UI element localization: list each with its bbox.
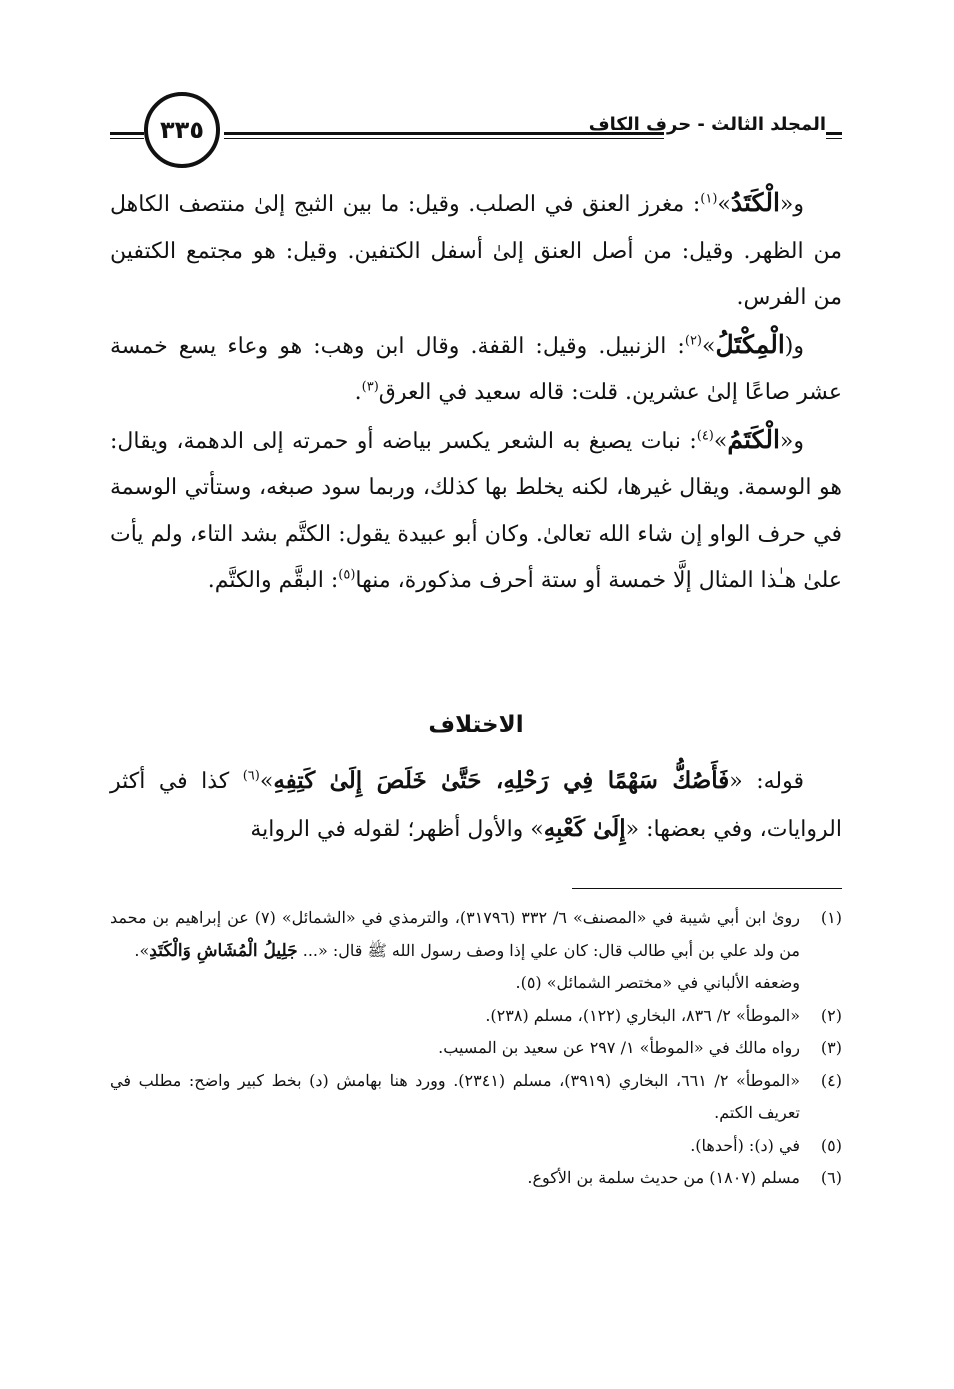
footnote-separator xyxy=(572,888,842,889)
footnote-number: (٣) xyxy=(820,1038,842,1057)
footnote-text: «الموطأ» ٢/ ٦٦١، البخاري (٣٩١٩)، مسلم (٢٣٤١). وورد هنا بهامش (د) بخط كبير واضح: مطلب في تعريف الكتم. xyxy=(110,1070,801,1122)
quote-close: » xyxy=(259,769,274,794)
footnote-number: (٦) xyxy=(820,1168,842,1187)
footnote-text: رواه مالك في «الموطأ» ١/ ٢٩٧ عن سعيد بن المسيب. xyxy=(438,1038,800,1057)
variant-text: كذا في أكثر الروايات، وفي بعضها: « xyxy=(110,769,842,842)
footnote-2 xyxy=(110,1000,842,1033)
quote-close: » xyxy=(702,333,716,359)
footnote-ref[interactable]: (٤) xyxy=(696,428,714,444)
footnote-number: (١) xyxy=(820,908,842,927)
quote-open: و( xyxy=(784,333,804,359)
entry-miktal xyxy=(110,322,842,417)
headword: الْمِكْتَلُ xyxy=(715,329,785,359)
variant-paragraph xyxy=(110,758,842,853)
footnote-ref[interactable]: (٣) xyxy=(361,379,379,395)
footnote-extra: وضعفه الألباني في «مختصر الشمائل» (٥). xyxy=(515,973,800,992)
definition-end: : البقَّم والكتَّم. xyxy=(207,568,339,593)
headword: الْكَتَدُ xyxy=(730,188,780,217)
hadith-quote: فَأَصُكُّ سَهْمًا فِي رَحْلِهِ، حَتَّىٰ خَلَصَ إِلَىٰ كَتِفِهِ xyxy=(273,767,730,794)
definition-text: : نبات يصبغ به الشعر يكسر بياضه أو حمرته إلى الدهمة، ويقال: هو الوسمة. ويقال غيرها، لكنه يخلط بها كذلك، وربما سود صبغه، وستأتي الوسمة في حرف الواو إن شاء الله تعالىٰ. وكان أبو عبيدة يقول: الكتَّم بشد التاء، ولم يأت علىٰ هـٰذا المثال إلَّا خمسة أو ستة أحرف مذكورة، منها xyxy=(110,428,842,593)
variants-text xyxy=(110,758,842,853)
footnote-text: «الموطأ» ٢/ ٨٣٦، البخاري (١٢٢)، مسلم (٢٣٨). xyxy=(485,1005,800,1025)
section-heading: الاختلاف xyxy=(428,712,524,738)
header-rule-right xyxy=(826,132,842,139)
footnote-6 xyxy=(110,1162,842,1195)
entry-katam xyxy=(110,417,842,605)
definition-text: : مغرز العنق في الصلب. وقيل: ما بين الثبج إلىٰ منتصف الكاهل من الظهر. وقيل: من أصل العنق إلىٰ أسفل الكتفين. وقيل: هو مجتمع الكتفين من الفرس. xyxy=(110,192,842,310)
footnote-text: مسلم (١٨٠٧) من حديث سلمة بن الأكوع. xyxy=(527,1168,800,1187)
footnotes xyxy=(110,902,842,1195)
footnote-number: (٤) xyxy=(820,1070,842,1090)
footnote-5 xyxy=(110,1130,842,1163)
footnote-ref[interactable]: (١) xyxy=(700,191,718,207)
footnote-1 xyxy=(110,902,842,1000)
footnote-text-end: ». xyxy=(134,940,150,960)
footnote-quote: جَلِيلُ الْمُشَاشِ وَالْكَتَدِ xyxy=(149,940,298,961)
footnote-number: (٥) xyxy=(820,1135,842,1155)
footnote-text: في (د): (أحدها). xyxy=(690,1135,800,1155)
hadith-variant: إِلَىٰ كَعْبِهِ xyxy=(543,814,626,842)
footnote-text: رویٰ ابن أبي شيبة في «المصنف» ٦/ ٣٣٢ (٣١٧٩٦)، والترمذي في «الشمائل» (٧) عن إبراهيم بن محمد من ولد علي بن أبي طالب قال: كان علي إذا وصف رسول الله ﷺ قال: «... xyxy=(110,908,801,960)
footnote-4 xyxy=(110,1065,842,1130)
quote-open: و« xyxy=(779,192,804,217)
entry-katad xyxy=(110,180,842,322)
definition-text: : الزنبيل. وقيل: القفة. وقال ابن وهب: هو وعاء يسع خمسة عشر صاعًا إلىٰ عشرين. قلت: قاله سعيد في العرق xyxy=(110,333,842,405)
quote-close: » xyxy=(713,428,728,454)
definition-end: . xyxy=(354,380,362,405)
footnote-3 xyxy=(110,1032,842,1065)
header-rule-left xyxy=(110,132,144,139)
variant-end: » والأول أظهر؛ لقوله في الرواية xyxy=(250,816,544,842)
footnote-ref[interactable]: (٦) xyxy=(242,768,260,784)
page-number: ٣٣٥ xyxy=(144,92,220,168)
footnote-ref[interactable]: (٥) xyxy=(338,567,356,583)
quote-close: » xyxy=(717,192,731,217)
footnote-ref[interactable]: (٢) xyxy=(684,333,702,349)
running-title: المجلد الثالث - حرف الكاف xyxy=(588,114,826,135)
quote-open: قوله: « xyxy=(729,769,804,794)
headword: الْكَتَمُ xyxy=(727,424,780,454)
main-text xyxy=(110,180,842,605)
page-header xyxy=(110,92,842,176)
footnote-number: (٢) xyxy=(820,1005,842,1025)
quote-open: و« xyxy=(779,428,804,454)
